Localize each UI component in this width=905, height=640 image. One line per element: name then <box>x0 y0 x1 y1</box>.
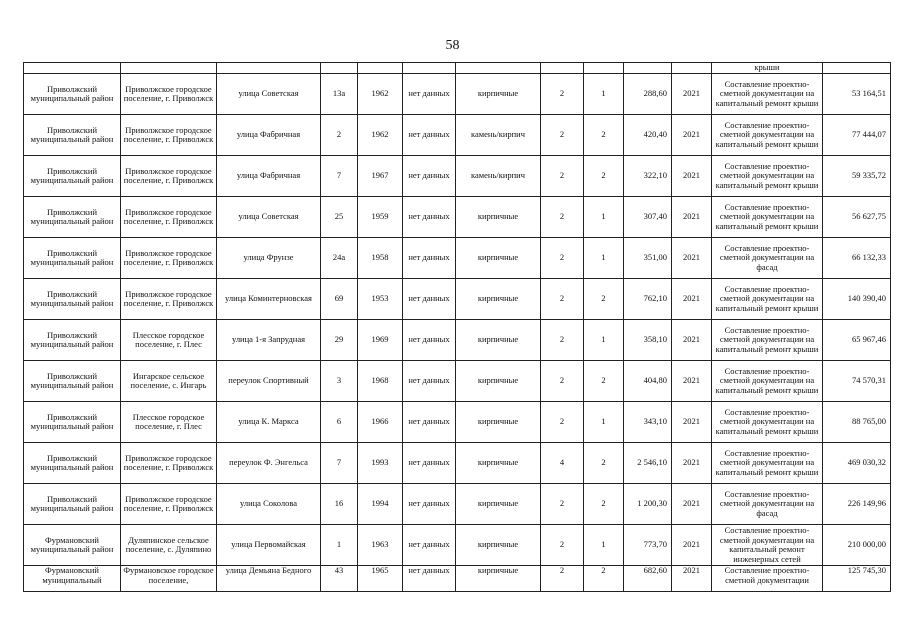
cell-plan-year: 2021 <box>672 238 712 279</box>
cell-wall-material: камень/кирпич <box>456 156 541 197</box>
cell-area: 404,80 <box>624 361 672 402</box>
cell-street: улица Фабричная <box>217 156 321 197</box>
cell-work-type: Составление проектно-сметной документации на капитальный ремонт крыши <box>712 320 823 361</box>
cell-entrances: 2 <box>584 443 624 484</box>
cell-floors: 2 <box>541 566 584 592</box>
cell-entrances: 1 <box>584 197 624 238</box>
cell-entrances: 1 <box>584 525 624 566</box>
cell-street <box>217 63 321 74</box>
cell-wall-material: кирпичные <box>456 402 541 443</box>
cell-plan-year: 2021 <box>672 402 712 443</box>
cell-overhaul-year-data: нет данных <box>403 443 456 484</box>
table-row <box>24 197 891 238</box>
cell-plan-year: 2021 <box>672 115 712 156</box>
cell-district: Приволжский муниципальный район <box>24 115 121 156</box>
cell-house-number: 2 <box>321 115 358 156</box>
cell-work-type: Составление проектно-сметной документации на капитальный ремонт крыши <box>712 443 823 484</box>
table-row <box>24 115 891 156</box>
cell-street: улица Демьяна Бедного <box>217 566 321 592</box>
cell-area: 288,60 <box>624 74 672 115</box>
cell-wall-material: кирпичные <box>456 320 541 361</box>
cell-district: Приволжский муниципальный район <box>24 238 121 279</box>
cell-area: 351,00 <box>624 238 672 279</box>
cell-work-type: Составление проектно-сметной документации на капитальный ремонт крыши <box>712 279 823 320</box>
cell-area <box>624 63 672 74</box>
cell-work-type: Составление проектно-сметной документации на капитальный ремонт крыши <box>712 361 823 402</box>
cell-cost: 140 390,40 <box>823 279 891 320</box>
cell-house-number: 7 <box>321 443 358 484</box>
cell-entrances: 2 <box>584 484 624 525</box>
cell-house-number: 13а <box>321 74 358 115</box>
cell-overhaul-year-data: нет данных <box>403 197 456 238</box>
cell-year-built: 1963 <box>358 525 403 566</box>
cell-work-type: Составление проектно-сметной документации на капитальный ремонт инженерных сетей <box>712 525 823 566</box>
cell-street: улица Соколова <box>217 484 321 525</box>
cell-cost: 88 765,00 <box>823 402 891 443</box>
cell-overhaul-year-data: нет данных <box>403 238 456 279</box>
cell-plan-year: 2021 <box>672 525 712 566</box>
cell-floors: 2 <box>541 115 584 156</box>
cell-year-built: 1994 <box>358 484 403 525</box>
cell-entrances: 1 <box>584 402 624 443</box>
cell-cost: 74 570,31 <box>823 361 891 402</box>
cell-street: улица Советская <box>217 74 321 115</box>
cell-plan-year <box>672 63 712 74</box>
cell-work-type: Составление проектно-сметной документации <box>712 566 823 592</box>
cell-house-number: 7 <box>321 156 358 197</box>
cell-area: 358,10 <box>624 320 672 361</box>
cell-year-built: 1962 <box>358 74 403 115</box>
cell-work-type: Составление проектно-сметной документации на капитальный ремонт крыши <box>712 115 823 156</box>
cell-overhaul-year-data: нет данных <box>403 566 456 592</box>
cell-house-number: 69 <box>321 279 358 320</box>
cell-district: Приволжский муниципальный район <box>24 74 121 115</box>
table-body <box>24 63 891 592</box>
cell-area: 322,10 <box>624 156 672 197</box>
cell-area: 420,40 <box>624 115 672 156</box>
cell-overhaul-year-data <box>403 63 456 74</box>
cell-area: 762,10 <box>624 279 672 320</box>
cell-plan-year: 2021 <box>672 74 712 115</box>
table-row <box>24 279 891 320</box>
cell-overhaul-year-data: нет данных <box>403 320 456 361</box>
cell-entrances: 1 <box>584 320 624 361</box>
cell-floors: 2 <box>541 484 584 525</box>
cell-district: Приволжский муниципальный район <box>24 484 121 525</box>
cell-district <box>24 63 121 74</box>
cell-work-type: Составление проектно-сметной документации на капитальный ремонт крыши <box>712 156 823 197</box>
cell-cost: 66 132,33 <box>823 238 891 279</box>
cell-settlement <box>121 63 217 74</box>
cell-year-built: 1967 <box>358 156 403 197</box>
cell-street: улица Фабричная <box>217 115 321 156</box>
cell-settlement: Фурмановское городское поселение, <box>121 566 217 592</box>
cell-year-built: 1969 <box>358 320 403 361</box>
cell-wall-material: кирпичные <box>456 197 541 238</box>
cell-entrances <box>584 63 624 74</box>
cell-street: улица К. Маркса <box>217 402 321 443</box>
cell-year-built: 1958 <box>358 238 403 279</box>
table-row <box>24 525 891 566</box>
cell-cost: 77 444,07 <box>823 115 891 156</box>
cell-entrances: 2 <box>584 156 624 197</box>
cell-plan-year: 2021 <box>672 484 712 525</box>
cell-settlement: Дуляпинское сельское поселение, с. Дуляпино <box>121 525 217 566</box>
cell-floors: 2 <box>541 197 584 238</box>
cell-floors: 2 <box>541 361 584 402</box>
cell-settlement: Приволжское городское поселение, г. Приволжск <box>121 443 217 484</box>
cell-wall-material: кирпичные <box>456 443 541 484</box>
cell-cost: 59 335,72 <box>823 156 891 197</box>
cell-wall-material: кирпичные <box>456 74 541 115</box>
cell-settlement: Плесское городское поселение, г. Плес <box>121 402 217 443</box>
cell-house-number: 25 <box>321 197 358 238</box>
cell-overhaul-year-data: нет данных <box>403 74 456 115</box>
cell-settlement: Приволжское городское поселение, г. Приволжск <box>121 115 217 156</box>
table-row <box>24 484 891 525</box>
register-table <box>23 62 891 592</box>
cell-entrances: 2 <box>584 566 624 592</box>
cell-floors: 2 <box>541 279 584 320</box>
table-row <box>24 402 891 443</box>
cell-district: Приволжский муниципальный район <box>24 279 121 320</box>
cell-work-type: Составление проектно-сметной документации на капитальный ремонт крыши <box>712 74 823 115</box>
cell-floors: 2 <box>541 320 584 361</box>
cell-floors: 2 <box>541 402 584 443</box>
cell-wall-material: кирпичные <box>456 361 541 402</box>
cell-district: Приволжский муниципальный район <box>24 320 121 361</box>
cell-entrances: 2 <box>584 115 624 156</box>
cell-area: 682,60 <box>624 566 672 592</box>
cell-overhaul-year-data: нет данных <box>403 484 456 525</box>
cell-cost: 469 030,32 <box>823 443 891 484</box>
cell-wall-material: кирпичные <box>456 525 541 566</box>
cell-plan-year: 2021 <box>672 156 712 197</box>
cell-year-built: 1953 <box>358 279 403 320</box>
cell-street: улица Советская <box>217 197 321 238</box>
cell-district: Приволжский муниципальный район <box>24 402 121 443</box>
cell-year-built: 1962 <box>358 115 403 156</box>
cell-area: 773,70 <box>624 525 672 566</box>
cell-settlement: Приволжское городское поселение, г. Приволжск <box>121 74 217 115</box>
table-row-continued <box>24 63 891 74</box>
cell-cost <box>823 63 891 74</box>
cell-house-number: 24а <box>321 238 358 279</box>
cell-year-built: 1968 <box>358 361 403 402</box>
cell-work-type: крыши <box>712 63 823 74</box>
cell-street: переулок Ф. Энгельса <box>217 443 321 484</box>
cell-wall-material <box>456 63 541 74</box>
cell-floors: 2 <box>541 156 584 197</box>
cell-street: улица 1-я Запрудная <box>217 320 321 361</box>
cell-overhaul-year-data: нет данных <box>403 279 456 320</box>
cell-area: 307,40 <box>624 197 672 238</box>
cell-overhaul-year-data: нет данных <box>403 115 456 156</box>
cell-district: Фурмановский муниципальный район <box>24 525 121 566</box>
cell-wall-material: кирпичные <box>456 566 541 592</box>
cell-area: 2 546,10 <box>624 443 672 484</box>
cell-year-built <box>358 63 403 74</box>
table-row <box>24 361 891 402</box>
cell-floors: 2 <box>541 525 584 566</box>
cell-year-built: 1959 <box>358 197 403 238</box>
cell-cost: 226 149,96 <box>823 484 891 525</box>
cell-plan-year: 2021 <box>672 197 712 238</box>
cell-street: переулок Спортивный <box>217 361 321 402</box>
cell-district: Приволжский муниципальный район <box>24 443 121 484</box>
cell-cost: 125 745,30 <box>823 566 891 592</box>
table-row <box>24 156 891 197</box>
cell-year-built: 1993 <box>358 443 403 484</box>
cell-work-type: Составление проектно-сметной документации на фасад <box>712 484 823 525</box>
cell-entrances: 2 <box>584 361 624 402</box>
cell-area: 1 200,30 <box>624 484 672 525</box>
cell-settlement: Плесское городское поселение, г. Плес <box>121 320 217 361</box>
cell-entrances: 2 <box>584 279 624 320</box>
cell-area: 343,10 <box>624 402 672 443</box>
page-number: 58 <box>445 38 460 53</box>
cell-cost: 210 000,00 <box>823 525 891 566</box>
cell-plan-year: 2021 <box>672 320 712 361</box>
cell-work-type: Составление проектно-сметной документации на фасад <box>712 238 823 279</box>
cell-cost: 53 164,51 <box>823 74 891 115</box>
cell-entrances: 1 <box>584 74 624 115</box>
cell-floors: 4 <box>541 443 584 484</box>
cell-overhaul-year-data: нет данных <box>403 361 456 402</box>
cell-overhaul-year-data: нет данных <box>403 525 456 566</box>
cell-settlement: Приволжское городское поселение, г. Приволжск <box>121 156 217 197</box>
table-row <box>24 74 891 115</box>
cell-plan-year: 2021 <box>672 566 712 592</box>
cell-floors <box>541 63 584 74</box>
cell-wall-material: кирпичные <box>456 279 541 320</box>
cell-settlement: Приволжское городское поселение, г. Приволжск <box>121 484 217 525</box>
cell-floors: 2 <box>541 74 584 115</box>
cell-plan-year: 2021 <box>672 361 712 402</box>
cell-house-number: 43 <box>321 566 358 592</box>
cell-settlement: Приволжское городское поселение, г. Приволжск <box>121 279 217 320</box>
cell-street: улица Фрунзе <box>217 238 321 279</box>
cell-settlement: Ингарское сельское поселение, с. Ингарь <box>121 361 217 402</box>
cell-house-number: 1 <box>321 525 358 566</box>
cell-district: Фурмановский муниципальный <box>24 566 121 592</box>
cell-street: улица Коминтерновская <box>217 279 321 320</box>
cell-house-number <box>321 63 358 74</box>
table-row <box>24 566 891 592</box>
cell-wall-material: кирпичные <box>456 484 541 525</box>
cell-work-type: Составление проектно-сметной документации на капитальный ремонт крыши <box>712 197 823 238</box>
cell-district: Приволжский муниципальный район <box>24 361 121 402</box>
cell-street: улица Первомайская <box>217 525 321 566</box>
cell-cost: 65 967,46 <box>823 320 891 361</box>
cell-plan-year: 2021 <box>672 279 712 320</box>
cell-house-number: 3 <box>321 361 358 402</box>
cell-settlement: Приволжское городское поселение, г. Приволжск <box>121 238 217 279</box>
cell-overhaul-year-data: нет данных <box>403 156 456 197</box>
cell-entrances: 1 <box>584 238 624 279</box>
cell-house-number: 16 <box>321 484 358 525</box>
cell-settlement: Приволжское городское поселение, г. Приволжск <box>121 197 217 238</box>
cell-work-type: Составление проектно-сметной документации на капитальный ремонт крыши <box>712 402 823 443</box>
cell-house-number: 6 <box>321 402 358 443</box>
table-row <box>24 320 891 361</box>
cell-district: Приволжский муниципальный район <box>24 156 121 197</box>
cell-district: Приволжский муниципальный район <box>24 197 121 238</box>
cell-cost: 56 627,75 <box>823 197 891 238</box>
cell-house-number: 29 <box>321 320 358 361</box>
cell-plan-year: 2021 <box>672 443 712 484</box>
cell-wall-material: камень/кирпич <box>456 115 541 156</box>
cell-year-built: 1965 <box>358 566 403 592</box>
cell-year-built: 1966 <box>358 402 403 443</box>
table-row <box>24 443 891 484</box>
cell-floors: 2 <box>541 238 584 279</box>
cell-overhaul-year-data: нет данных <box>403 402 456 443</box>
cell-wall-material: кирпичные <box>456 238 541 279</box>
table-row <box>24 238 891 279</box>
